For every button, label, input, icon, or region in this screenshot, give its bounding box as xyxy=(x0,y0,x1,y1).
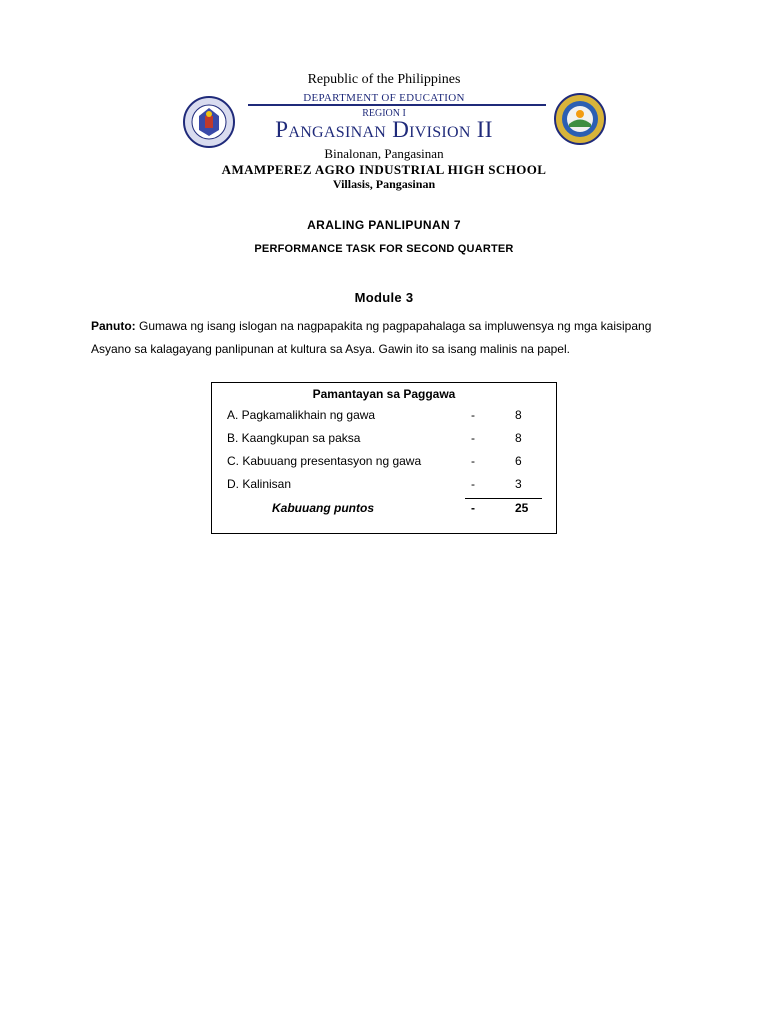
rubric-total-points: 25 xyxy=(515,501,529,515)
rubric-dash: - xyxy=(471,431,475,445)
rubric-total-row xyxy=(227,501,547,519)
header-school-location: Villasis, Pangasinan xyxy=(332,177,436,191)
rubric-box xyxy=(211,382,557,534)
rubric-points: 6 xyxy=(515,454,522,468)
header-region: REGION I xyxy=(362,108,406,119)
instructions-label: Panuto: xyxy=(91,319,136,333)
rubric-dash: - xyxy=(471,477,475,491)
rubric-row xyxy=(227,477,547,495)
rubric-points: 3 xyxy=(515,477,522,491)
module-title: Module 3 xyxy=(354,290,414,305)
rubric-total-dash: - xyxy=(471,501,475,515)
rubric-criterion: B. Kaangkupan sa paksa xyxy=(227,431,361,445)
header-department: DEPARTMENT OF EDUCATION xyxy=(303,92,465,104)
rubric-row xyxy=(227,408,547,426)
instructions-text: Gumawa ng isang islogan na nagpapakita ng pagpapahalaga sa impluwensya ng mga kaisipang Asyano sa kalagayang panlipunan at kultura sa Asya. Gawin ito sa isang malinis na papel. xyxy=(91,319,652,356)
rubric-title: Pamantayan sa Paggawa xyxy=(312,387,456,401)
header-school: AMAMPEREZ AGRO INDUSTRIAL HIGH SCHOOL xyxy=(221,162,547,177)
rubric-row xyxy=(227,431,547,449)
rubric-dash: - xyxy=(471,454,475,468)
instructions xyxy=(91,315,691,361)
rubric-points: 8 xyxy=(515,431,522,445)
task-title: PERFORMANCE TASK FOR SECOND QUARTER xyxy=(254,243,514,255)
rubric-points: 8 xyxy=(515,408,522,422)
subject-title: ARALING PANLIPUNAN 7 xyxy=(307,218,461,232)
rubric-total-label: Kabuuang puntos xyxy=(272,501,374,515)
header-town: Binalonan, Pangasinan xyxy=(324,146,444,161)
header-division: Pangasinan Division II xyxy=(275,117,493,142)
header-divider xyxy=(248,104,546,106)
rubric-row xyxy=(227,454,547,472)
rubric-criterion: D. Kalinisan xyxy=(227,477,292,491)
total-underline xyxy=(465,498,542,499)
header-republic: Republic of the Philippines xyxy=(307,72,461,87)
rubric-criterion: A. Pagkamalikhain ng gawa xyxy=(227,408,376,422)
rubric-criterion: C. Kabuuang presentasyon ng gawa xyxy=(227,454,422,468)
rubric-dash: - xyxy=(471,408,475,422)
